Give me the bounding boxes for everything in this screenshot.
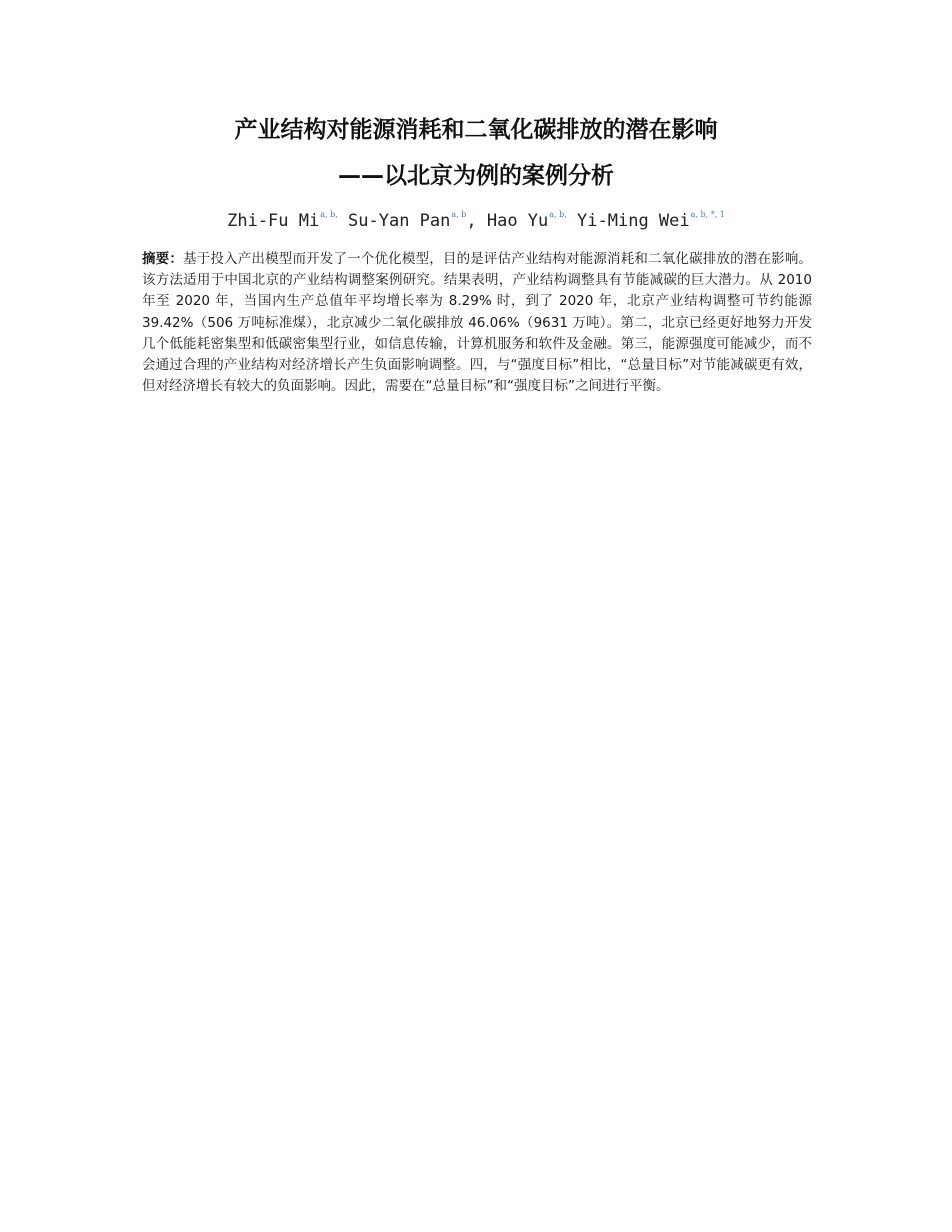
author-1 (227, 211, 348, 231)
abstract-label: 摘要： (142, 251, 184, 267)
affiliation-marker[interactable]: a, b (451, 210, 467, 219)
affiliation-marker[interactable]: a, b, *, 1 (690, 210, 725, 219)
author-3 (487, 211, 577, 231)
author-list (0, 208, 952, 234)
author-separator: , (466, 211, 487, 231)
author-4 (577, 211, 725, 231)
author-name: Su-Yan Pan (348, 211, 451, 231)
abstract (142, 249, 812, 397)
affiliation-marker[interactable]: a, b, (549, 210, 567, 219)
author-2 (348, 211, 487, 231)
author-separator (567, 211, 577, 231)
affiliation-marker[interactable]: a, b, (320, 210, 338, 219)
author-name: Hao Yu (486, 211, 549, 231)
author-name: Yi-Ming Wei (577, 211, 690, 231)
paper-title-line-2: ——以北京为例的案例分析 (338, 163, 614, 189)
author-separator (338, 211, 348, 231)
author-name: Zhi-Fu Mi (227, 211, 320, 231)
paper-title-line-1: 产业结构对能源消耗和二氧化碳排放的潜在影响 (234, 117, 718, 143)
abstract-text: 基于投入产出模型而开发了一个优化模型，目的是评估产业结构对能源消耗和二氧化碳排放的潜在影响。该方法适用于中国北京的产业结构调整案例研究。结果表明，产业结构调整具有节能减碳的巨大潜力。从 2010 年至 2020 年，当国内生产总值年平均增长率为 8.29% 时，到了 2020 年，北京产业结构调整可节约能源 39.42%（506 万吨标准煤），北京减少二氧化碳排放 46.06%（9631 万吨）。第二，北京已经更好地努力开发几个低能耗密集型和低碳密集型行业，如信息传输，计算机服务和软件及金融。第三，能源强度可能减少，而不会通过合理的产业结构对经济增长产生负面影响调整。四，与“强度目标”相比，“总量目标”对节能减碳更有效，但对经济增长有较大的负面影响。因此，需要在“总量目标”和“强度目标”之间进行平衡。 (142, 251, 812, 395)
